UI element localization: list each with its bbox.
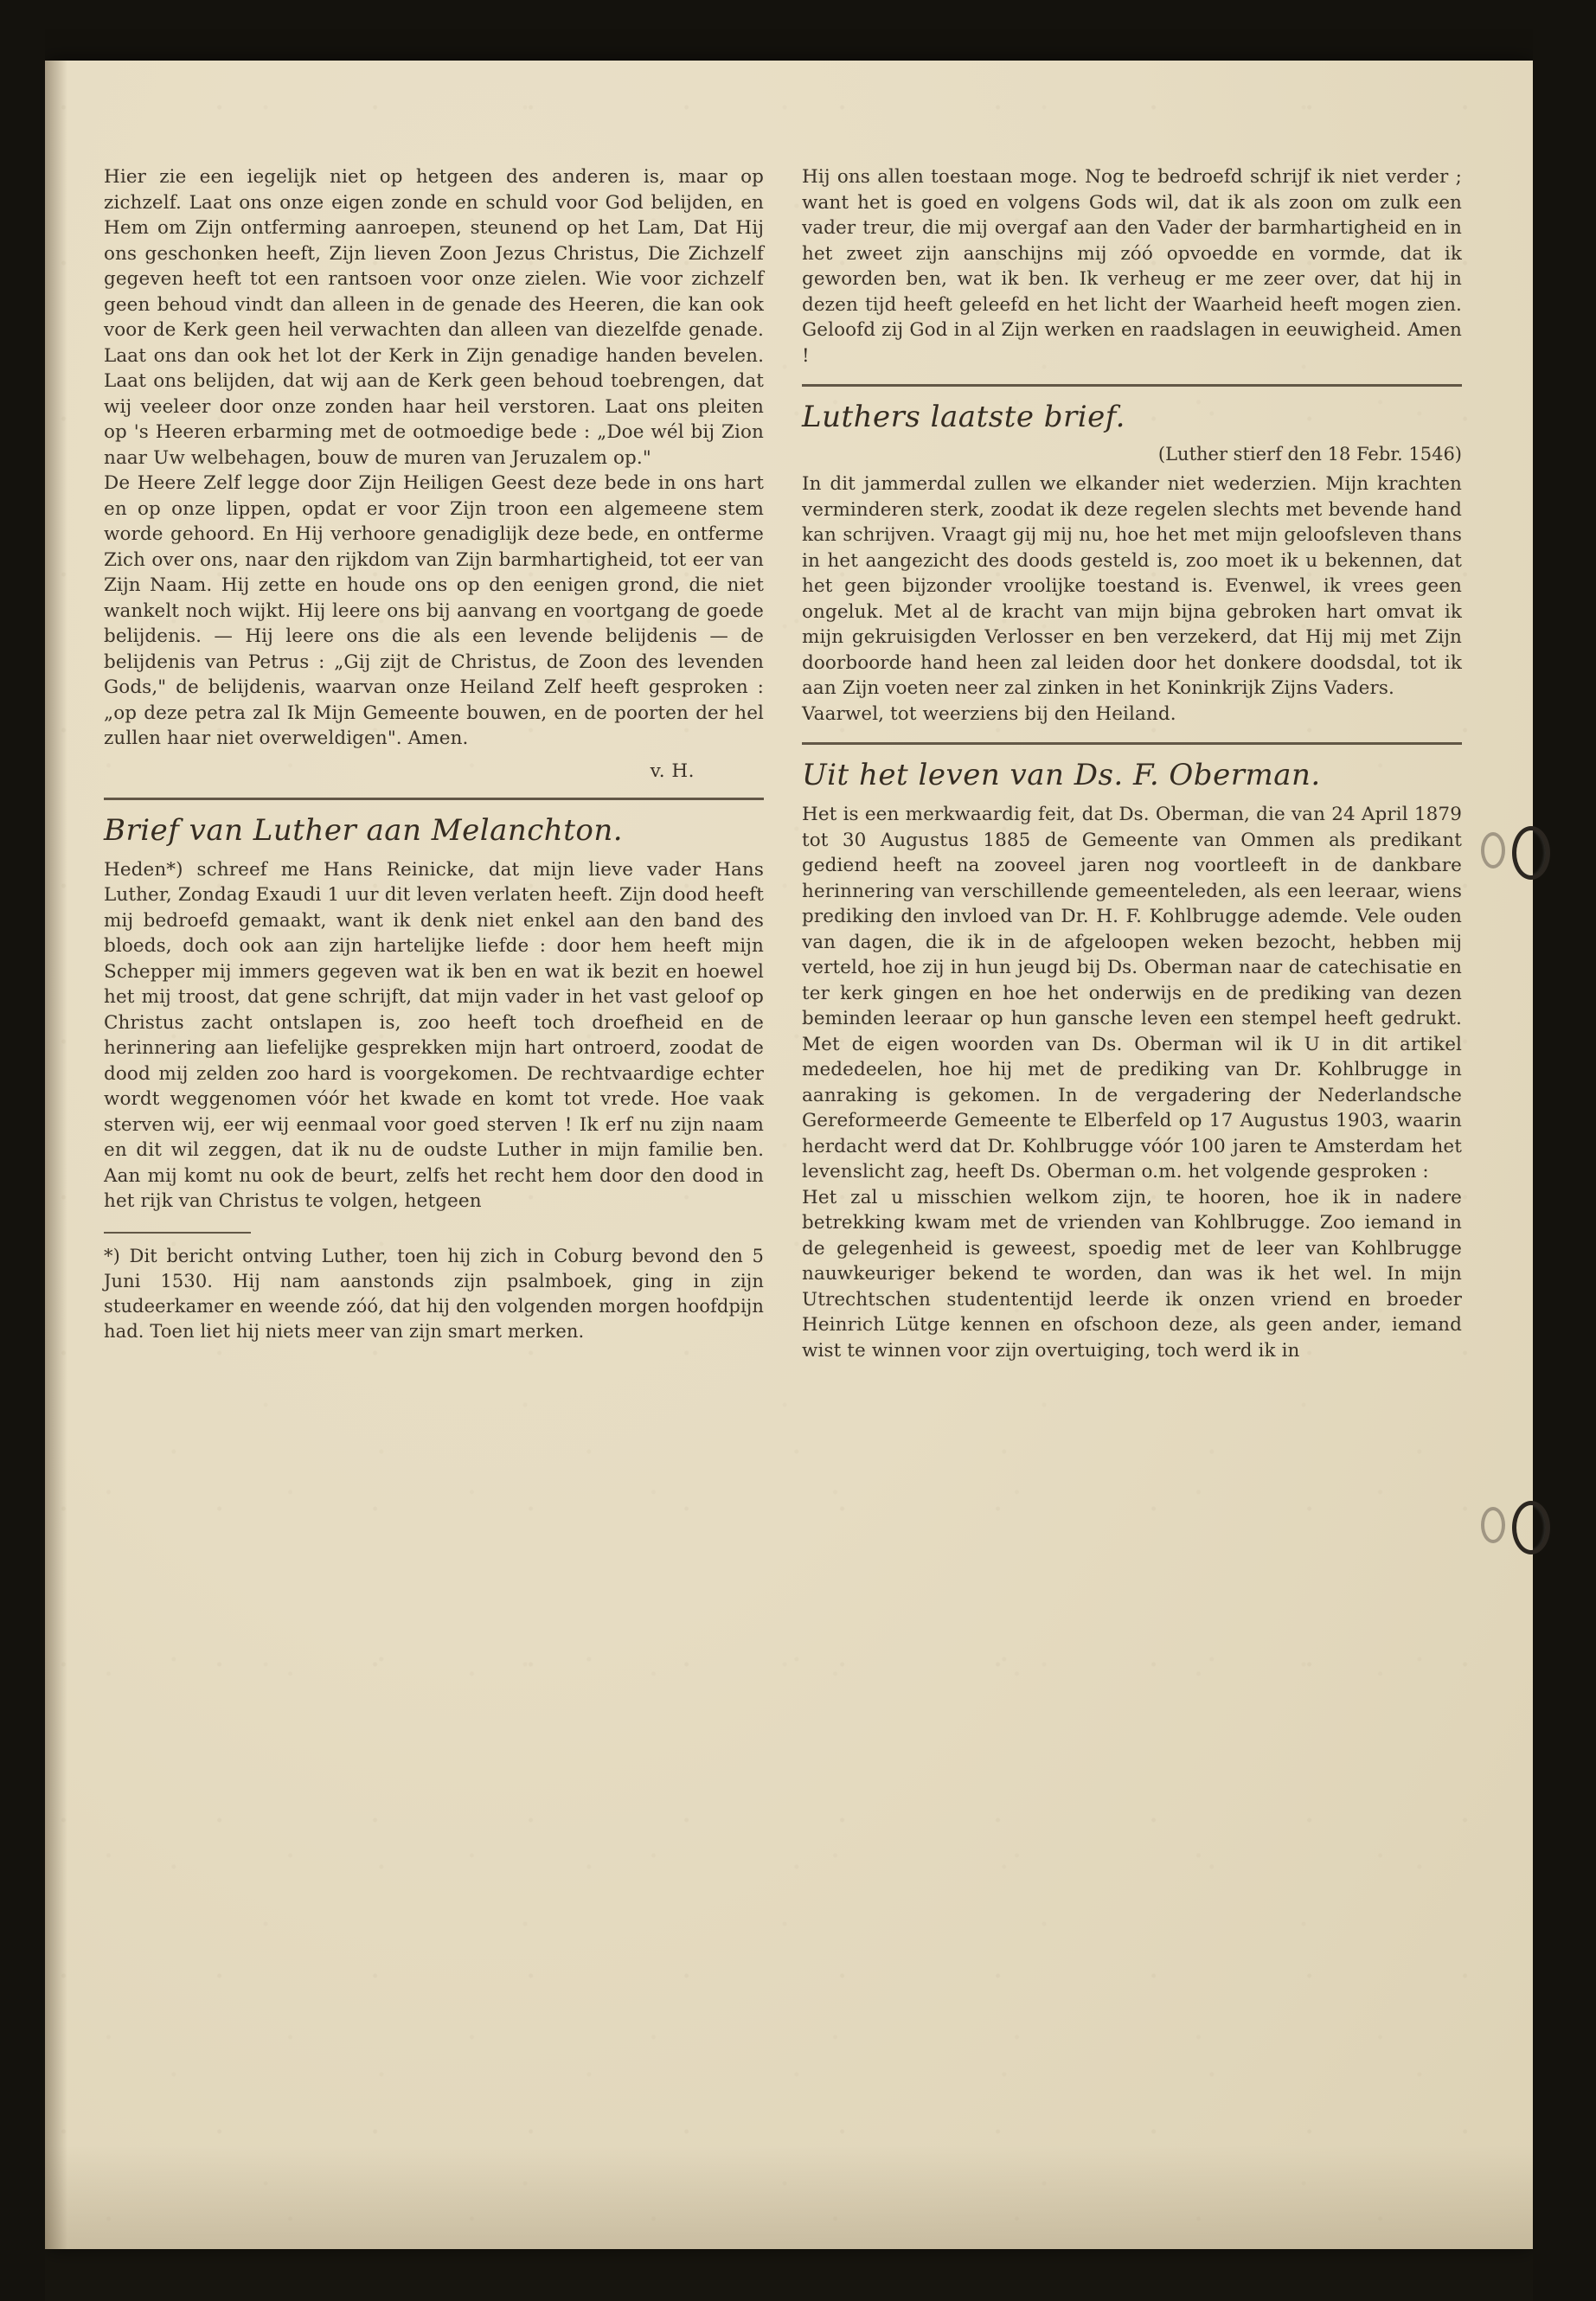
footnote-divider	[104, 1232, 251, 1234]
paragraph: Het zal u misschien welkom zijn, te hooren, hoe ik in nadere betrekking kwam met de vrienden van Kohlbrugge. Zoo iemand in de gelegenheid is geweest, spoedig met de leer van Kohlbrugge nauwkeuriger bekend te worden, dan was ik het wel. In mijn Utrechtschen studententijd leerde ik onzen vriend en broeder Heinrich Lütge kennen en ofschoon deze, als geen ander, iemand wist te winnen voor zijn overtuiging, toch werd ik in	[802, 1186, 1462, 1362]
footnote: *) Dit bericht ontving Luther, toen hij zich in Coburg bevond den 5 Juni 1530. Hij nam aanstonds zijn psalmboek, ging in zijn studeerkamer en weende zóó, dat hij den volgenden morgen hoofdpijn had. Toen liet hij niets meer van zijn smart merken.	[104, 1245, 764, 1342]
article-luthers-laatste-brief	[802, 399, 1462, 727]
section-divider	[104, 798, 764, 800]
page-content	[104, 164, 1462, 1363]
paragraph: Heden*) schreef me Hans Reinicke, dat mijn lieve vader Hans Luther, Zondag Exaudi 1 uur dit leven verlaten heeft. Zijn dood heeft mij bedroefd gemaakt, want ik denk niet enkel aan den band des bloeds, doch ook aan zijn hartelijke liefde : door hem heeft mijn Schepper mij immers gegeven wat ik ben en wat ik bezit en hoewel het mij troost, dat gene schrijft, dat mijn vader in het vast geloof op Christus zacht ontslapen is, zoo heeft toch droefheid en de herinnering aan liefelijke gesprekken mijn hart ontroerd, zoodat de dood mij zelden zoo hard is voorgekomen. De rechtvaardige echter wordt weggenomen vóór het kwade en komt tot vrede. Hoe vaak sterven wij, eer wij eenmaal voor goed sterven ! Ik erf nu zijn naam en dit wil zeggen, dat ik nu de oudste Luther in mijn familie ben. Aan mij komt nu ook de beurt, zelfs het recht hem door den dood in het rijk van Christus te volgen, hetgeen	[104, 858, 764, 1212]
right-column	[802, 164, 1462, 1363]
scan-edge-top	[0, 0, 1596, 61]
article-subnote: (Luther stierf den 18 Febr. 1546)	[1157, 444, 1462, 465]
paragraph: Het is een merkwaardig feit, dat Ds. Oberman, die van 24 April 1879 tot 30 Augustus 1885 de Gemeente van Ommen als predikant gediend heeft na zooveel jaren nog voortleeft in de dankbare herinnering van verschillende gemeenteleden, als een leeraar, wiens prediking den invloed van Dr. H. F. Kohlbrugge ademde. Vele ouden van dagen, die ik in de afgeloopen weken bezocht, hebben mij verteld, hoe zij in hun jeugd bij Ds. Oberman naar de catechisatie en ter kerk gingen en hoe het onderwijs en de prediking van dezen beminden leeraar op hun gansche leven een stempel heeft gedrukt. Met de eigen woorden van Ds. Oberman wil ik U in dit artikel mededeelen, hoe hij met de prediking van Dr. Kohlbrugge in aanraking is gekomen. In de vergadering der Nederlandsche Gereformeerde Gemeente te Elberfeld op 17 Augustus 1903, waarin herdacht werd dat Dr. Kohlbrugge vóór 100 jaren te Amsterdam het levenslicht zag, heeft Ds. Oberman o.m. het volgende gesproken :	[802, 804, 1462, 1183]
paragraph: In dit jammerdal zullen we elkander niet wederzien. Mijn krachten verminderen sterk, zoodat ik deze regelen slechts met bevende hand kan schrijven. Vraagt gij mij nu, hoe het met mijn geloofsleven thans in het aangezicht des doods gesteld is, zoo moet ik u bekennen, dat het geen bijzonder vroolijke toestand is. Evenwel, ik vrees geen ongeluk. Met al de kracht van mijn bijna gebroken hart omvat ik mijn gekruisigden Verlosser en ben verzekerd, dat Hij mij met Zijn doorboorde hand heen zal leiden door het donkere doodsdal, tot ik aan Zijn voeten neer zal zinken in het Koninkrijk Zijns Vaders.	[802, 473, 1462, 699]
article-continued-left	[104, 164, 764, 782]
paragraph-closing: Vaarwel, tot weerziens bij den Heiland.	[802, 702, 1176, 725]
paragraph: Hij ons allen toestaan moge. Nog te bedroefd schrijf ik niet verder ; want het is goed en volgens Gods wil, dat ik als zoon om zulk een vader treur, die mij overgaf aan den Vader der barmhartigheid en in het zweet zijn aanschijns mij zóó opvoedde en vormde, dat ik geworden ben, wat ik ben. Ik verheug er me zeer over, dat hij in dezen tijd heeft geleefd en het licht der Waarheid heeft mogen zien. Geloofd zij God in al Zijn werken en raadslagen in eeuwigheid. Amen !	[802, 166, 1462, 367]
article-oberman	[802, 757, 1462, 1363]
binder-hole-icon	[1481, 1507, 1505, 1543]
scan-edge-right	[1533, 0, 1596, 2301]
binder-ring-icon	[1512, 826, 1550, 880]
article-title: Brief van Luther aan Melanchton.	[104, 812, 624, 848]
article-continued-right	[802, 164, 1462, 369]
section-divider	[802, 384, 1462, 387]
section-divider	[802, 742, 1462, 745]
binder-hole-icon	[1481, 832, 1505, 868]
paragraph: De Heere Zelf legge door Zijn Heiligen Geest deze bede in ons hart en op onze lippen, opdat er voor Zijn troon een algemeene stem worde gehoord. En Hij verhoore genadiglijk deze bede, en ontferme Zich over ons, naar den rijkdom van Zijn barmhartigheid, tot eer van Zijn Naam. Hij zette en houde ons op den eenigen grond, die niet wankelt noch wijkt. Hij leere ons bij aanvang en voortgang de goede belijdenis. — Hij leere ons die als een levende belijdenis — de belijdenis van Petrus : „Gij zijt de Christus, de Zoon des levenden Gods," de belijdenis, waarvan onze Heiland Zelf heeft gesproken : „op deze petra zal Ik Mijn Gemeente bouwen, en de poorten der hel zullen haar niet overweldigen". Amen.	[104, 472, 764, 749]
scan-edge-left	[0, 0, 45, 2301]
binder-ring-icon	[1512, 1501, 1550, 1554]
left-column	[104, 164, 764, 1363]
paragraph: Hier zie een iegelijk niet op hetgeen des anderen is, maar op zichzelf. Laat ons onze eigen zonde en schuld voor God belijden, en Hem om Zijn ontferming aanroepen, steunend op het Lam, Dat Hij ons geschonken heeft, Zijn lieven Zoon Jezus Christus, Die Zichzelf gegeven heeft tot een rantsoen voor onze zielen. Wie voor zichzelf geen behoud vindt dan alleen in de genade des Heeren, die kan ook voor de Kerk geen heil verwachten dan alleen van diezelfde genade. Laat ons dan ook het lot der Kerk in Zijn genadige handen bevelen. Laat ons belijden, dat wij aan de Kerk geen behoud toebrengen, dat wij veeleer door onze zonden haar heil verstoren. Laat ons pleiten op 's Heeren erbarming met de ootmoedige bede : „Doe wél bij Zion naar Uw welbehagen, bouw de muren van Jeruzalem op."	[104, 166, 764, 469]
article-signature: v. H.	[650, 760, 695, 782]
article-title: Luthers laatste brief.	[802, 400, 1125, 434]
article-luther-melanchthon	[104, 812, 764, 1344]
document-page	[45, 61, 1533, 2249]
article-title: Uit het leven van Ds. F. Oberman.	[802, 758, 1321, 792]
